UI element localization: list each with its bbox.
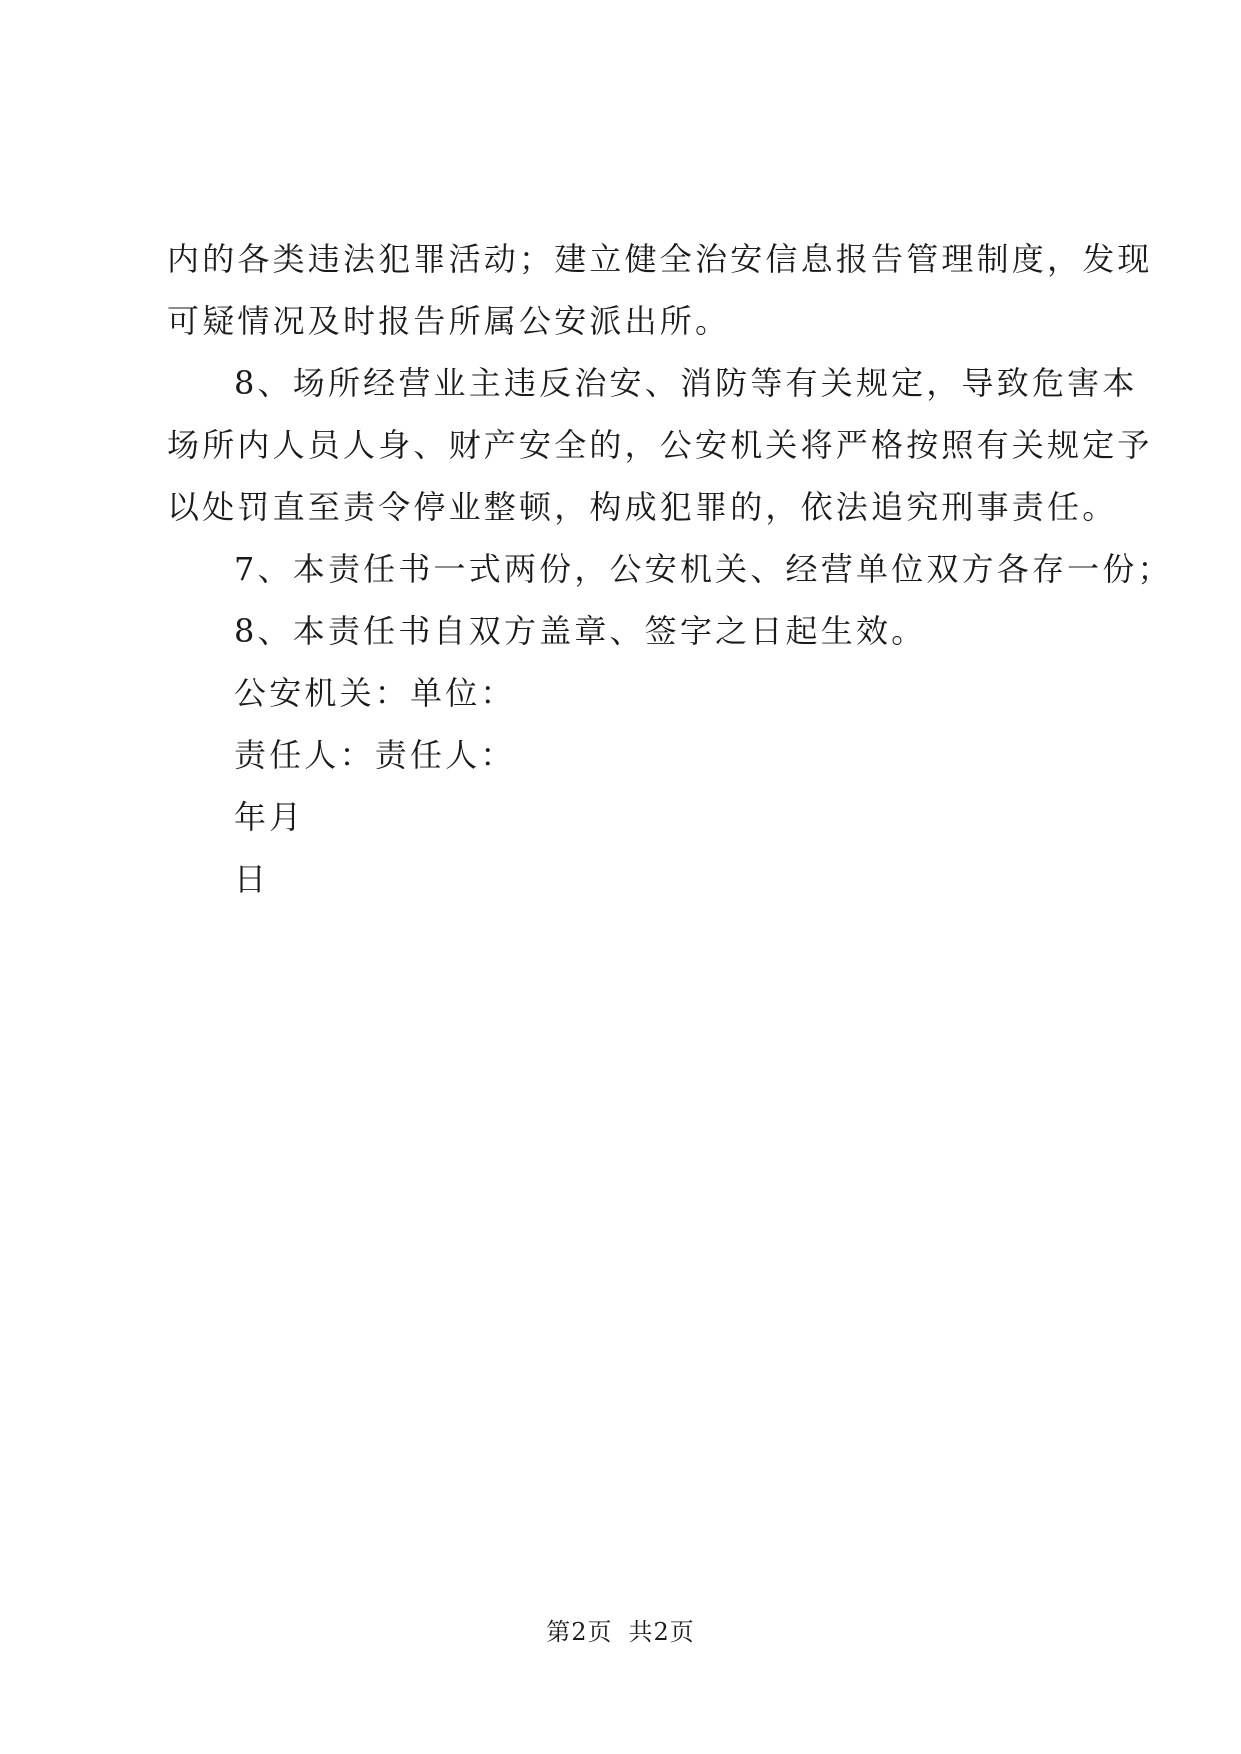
text-line: 内的各类违法犯罪活动；建立健全治安信息报告管理制度，发现 xyxy=(167,240,1153,278)
page-number-total: 共2页 xyxy=(628,1618,695,1646)
signature-persons-line: 责任人：责任人： xyxy=(234,736,516,774)
text-line: 场所内人员人身、财产安全的，公安机关将严格按照有关规定予 xyxy=(167,426,1153,464)
clause-8-line: 8、场所经营业主违反治安、消防等有关规定，导致危害本 xyxy=(234,364,1138,402)
text-line: 以处罚直至责令停业整顿，构成犯罪的，依法追究刑事责任。 xyxy=(167,488,1118,526)
signature-parties-line: 公安机关：单位： xyxy=(234,674,516,712)
document-body xyxy=(167,228,1173,910)
page-footer xyxy=(0,1612,1241,1647)
page-number-current: 第2页 xyxy=(546,1618,613,1646)
date-day-line: 日 xyxy=(234,860,270,898)
text-line: 可疑情况及时报告所属公安派出所。 xyxy=(167,302,731,340)
date-year-month-line: 年月 xyxy=(234,798,305,836)
clause-7-line: 7、本责任书一式两份，公安机关、经营单位双方各存一份； xyxy=(234,550,1173,588)
clause-8b-line: 8、本责任书自双方盖章、签字之日起生效。 xyxy=(234,612,927,650)
